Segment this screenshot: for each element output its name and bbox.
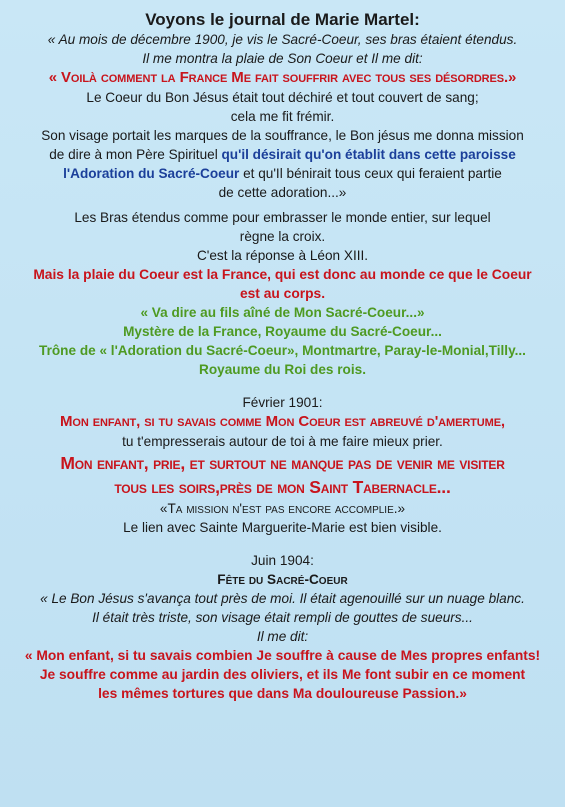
red-quote-large: Mon enfant, prie, et surtout ne manque pas de venir me visiter (60, 453, 505, 473)
red-line: « Mon enfant, si tu savais combien Je souffre à cause de Mes propres enfants! (24, 648, 541, 663)
date-heading: Juin 1904: (251, 553, 314, 568)
text-line: C'est la réponse à Léon XIII. (196, 248, 369, 263)
quote-line: « Au mois de décembre 1900, je vis le Sacré-Coeur, ses bras étaient étendus. (47, 32, 518, 47)
text-line: tu t'empresserais autour de toi à me faire mieux prier. (122, 434, 443, 449)
green-line: Royaume du Roi des rois. (199, 362, 366, 377)
green-line: « Va dire au fils aîné de Mon Sacré-Coeur...» (140, 305, 425, 320)
text-segment: de dire à mon Père Spirituel (49, 147, 222, 162)
quote-line: « Le Bon Jésus s'avança tout près de moi. Il était agenouillé sur un nuage blanc. (40, 591, 525, 606)
text-line: Le lien avec Sainte Marguerite-Marie est bien visible. (123, 520, 442, 535)
text-line: cela me fit frémir. (230, 109, 335, 124)
text-line: Son visage portait les marques de la souffrance, le Bon jésus me donna mission (41, 128, 524, 143)
text-segment: et qu'Il bénirait tous ceux qui feraient partie (239, 166, 502, 181)
red-line: Je souffre comme au jardin des oliviers, et ils Me font subir en ce moment (39, 667, 526, 682)
red-line: Mais la plaie du Coeur est la France, qui est donc au monde ce que le Coeur (33, 267, 532, 282)
text-line: règne la croix. (239, 229, 326, 244)
page-title: Voyons le journal de Marie Martel: (145, 10, 420, 29)
text-line: «Ta mission n'est pas encore accomplie.» (159, 501, 406, 516)
text-line (4, 164, 561, 183)
text-line: Le Coeur du Bon Jésus était tout déchiré et tout couvert de sang; (86, 90, 479, 105)
text-line: Les Bras étendus comme pour embrasser le monde entier, sur lequel (74, 210, 491, 225)
green-line: Trône de « l'Adoration du Sacré-Coeur», Montmartre, Paray-le-Monial,Tilly... (39, 343, 526, 358)
text-line (4, 145, 561, 164)
red-quote: « Voilà comment la France Me fait souffrir avec tous ses désordres.» (48, 69, 517, 86)
quote-line: Il me dit: (256, 629, 309, 644)
quote-line: Il était très triste, son visage était rempli de gouttes de sueurs... (92, 610, 473, 625)
red-line: les mêmes tortures que dans Ma douloureuse Passion.» (98, 686, 467, 701)
blue-emphasis: l'Adoration du Sacré-Coeur (63, 166, 240, 181)
blue-emphasis: qu'il désirait qu'on établit dans cette paroisse (221, 147, 516, 162)
red-quote: Mon enfant, si tu savais comme Mon Coeur est abreuvé d'amertume, (60, 413, 505, 430)
quote-line: Il me montra la plaie de Son Coeur et Il me dit: (142, 51, 423, 66)
feast-heading: Fête du Sacré-Coeur (217, 572, 348, 587)
text-line: de cette adoration...» (218, 185, 347, 200)
red-quote-large: tous les soirs,près de mon Saint Tabernacle... (114, 477, 451, 497)
red-line: est au corps. (239, 286, 326, 301)
green-line: Mystère de la France, Royaume du Sacré-Coeur... (123, 324, 442, 339)
date-heading: Février 1901: (242, 395, 323, 410)
